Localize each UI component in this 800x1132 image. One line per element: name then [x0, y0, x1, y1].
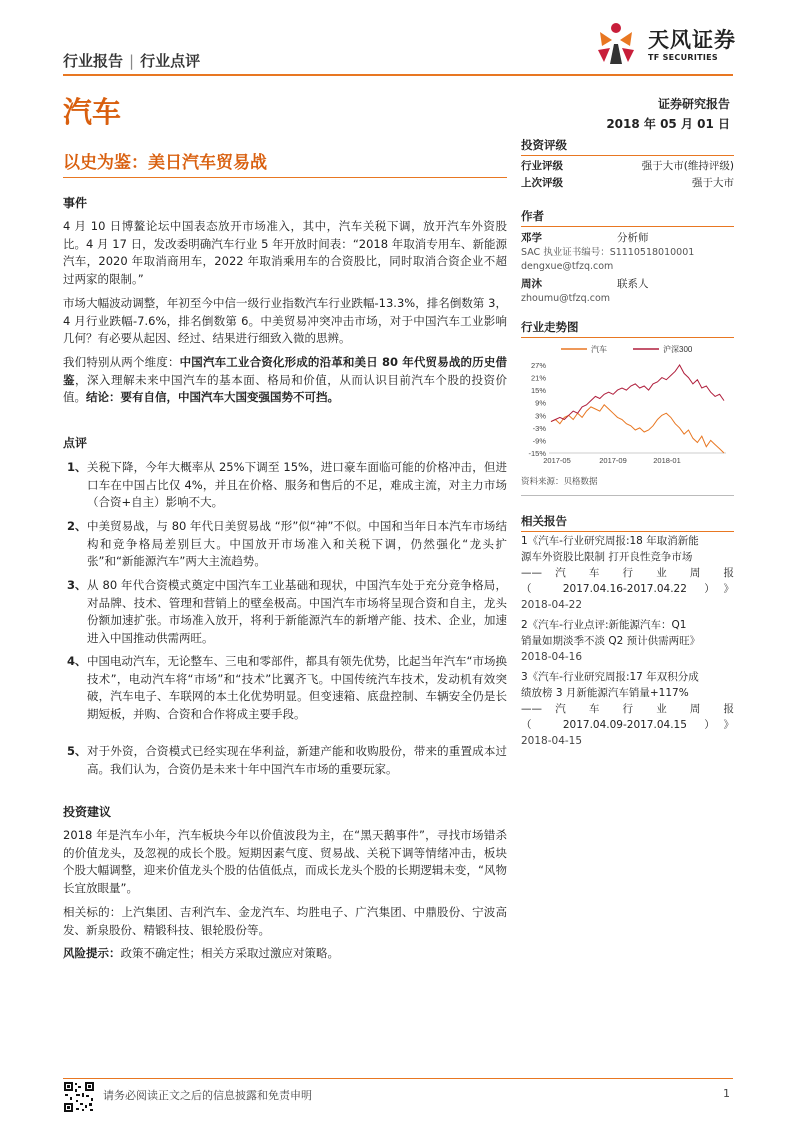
related-item-1[interactable]: [521, 533, 734, 613]
y-tick-label: 27%: [530, 361, 546, 370]
related-item-line: 2《汽车-行业点评:新能源汽车：Q1: [521, 619, 687, 631]
point-text: 中美贸易战，与 80 年代日美贸易战 “形”似“神”不似。中国和当年日本汽车市场结构和竞争格局差别巨大。中国放开市场准入和关税下调，仍然强化“龙头扩张”和“新能源汽车”两大主流趋势。: [87, 519, 507, 568]
sector-title: 汽车: [63, 95, 122, 129]
risk-text: 政策不确定性；相关方采取过激应对策略。: [120, 946, 339, 960]
events-p3-part1: 我们特别从两个维度：: [63, 355, 180, 369]
events-paragraph-3: [63, 354, 507, 407]
point-text: 中国电动汽车，无论整车、三电和零部件，都具有领先优势，比起当年汽车“市场换技术”，电动汽车将“市场”和“技术”比翼齐飞。中国传统汽车技术，发动机有效突破，汽车电子、车联网的本土化优势明显。但变速箱、底盘控制、车辆安全仍是长期短板，并购、合资和合作将成主要手段。: [87, 654, 507, 721]
review-point-2: [63, 518, 507, 571]
y-tick-label: -9%: [532, 436, 546, 446]
trend-bottom-line: [521, 495, 734, 496]
rating-box: [521, 137, 734, 192]
trend-heading: 行业走势图: [521, 319, 734, 338]
risk-label: 风险提示：: [63, 946, 121, 960]
report-type: 证券研究报告: [657, 97, 730, 111]
review-point-3: [63, 577, 507, 647]
author-1-cert: SAC 执业证书编号：S1110518010001: [521, 247, 695, 258]
events-p3-bold2: 结论：要有自信，中国汽车大国变强国势不可挡。: [86, 390, 339, 404]
report-date: 2018 年 05 月 01 日: [606, 117, 730, 131]
header-divider: [63, 74, 733, 76]
prev-rating-row: [521, 175, 734, 192]
subcategory-label: 行业点评: [140, 52, 201, 70]
related-box: [521, 513, 734, 749]
x-tick-label: 2017-09: [599, 456, 627, 465]
point-number: 4、: [67, 654, 87, 668]
prev-rating-label: 上次评级: [521, 177, 563, 189]
series-line: [551, 405, 724, 453]
y-tick-label: 9%: [535, 398, 546, 408]
author-1-email[interactable]: dengxue@tfzq.com: [521, 261, 614, 272]
related-item-line: 3《汽车-行业研究周报:17 年双积分成: [521, 671, 699, 683]
risk-paragraph: [63, 945, 507, 963]
category-separator: |: [129, 52, 135, 70]
related-item-date: 2018-04-22: [521, 599, 583, 611]
authors-heading: 作者: [521, 208, 734, 227]
advice-paragraph-2: 相关标的：上汽集团、吉利汽车、金龙汽车、均胜电子、广汽集团、中鼎股份、宁波高发、新泉股份、精锻科技、银轮股份等。: [63, 905, 507, 937]
point-text: 对于外资，合资模式已经实现在华利益，新建产能和收购股份，带来的重置成本过高。我们认为，合资仍是未来十年中国汽车市场的重要玩家。: [87, 744, 507, 776]
author-1-name: 邓学: [521, 232, 542, 244]
logo-mark-icon: [588, 18, 644, 70]
trend-chart: [521, 341, 734, 471]
footer-divider: [63, 1078, 733, 1079]
related-item-line: —— 汽 车 行 业 周 报: [521, 567, 734, 579]
review-point-1: [63, 459, 507, 512]
legend-label: 汽车: [591, 345, 607, 354]
x-tick-label: 2018-01: [653, 456, 681, 465]
events-p3-part2: ，深入理解未来中国汽车的基本面、格局和价值，从而认识目前汽车个股的投资价值。: [63, 372, 507, 404]
y-tick-label: -15%: [528, 449, 546, 458]
author-1-row: [521, 231, 734, 246]
point-number: 2、: [67, 519, 87, 533]
footer-disclaimer[interactable]: 请务必阅读正文之后的信息披露和免责申明: [103, 1089, 312, 1102]
author-1-role: 分析师: [617, 232, 649, 244]
related-item-line: —— 汽 车 行 业 周 报: [521, 703, 734, 715]
logo-name: 天风证券: [648, 28, 736, 52]
report-category: [63, 50, 200, 71]
category-label: 行业报告: [63, 52, 124, 70]
related-item-date: 2018-04-16: [521, 651, 583, 663]
point-number: 3、: [67, 578, 87, 592]
review-heading: 点评: [63, 436, 88, 450]
qr-code-icon: [63, 1081, 95, 1113]
report-title: 以史为鉴：美日汽车贸易战: [63, 153, 267, 173]
point-text: 从 80 年代合资模式奠定中国汽车工业基础和现状，中国汽车处于充分竞争格局，对品牌、技术、管理和营销上的壁垒极高。中国汽车市场将呈现合资和自主，龙头份额加速扩张。市场准入放开，将利于新能源汽车的新增产能、技术、企业，加速进入中国推动供需两旺。: [87, 578, 507, 645]
related-item-line: 1《汽车-行业研究周报:18 年取消新能: [521, 535, 699, 547]
related-item-date: 2018-04-15: [521, 735, 583, 747]
advice-heading: 投资建议: [63, 805, 112, 819]
related-item-line: （ 2017.04.09-2017.04.15 ）》: [521, 719, 734, 731]
y-tick-label: 15%: [530, 386, 546, 396]
author-2-email[interactable]: zhoumu@tfzq.com: [521, 293, 611, 304]
industry-rating-label: 行业评级: [521, 160, 563, 172]
title-divider: [63, 177, 507, 178]
events-heading: 事件: [63, 196, 88, 210]
events-paragraph-2: 市场大幅波动调整，年初至今中信一级行业指数汽车行业跌幅-13.3%，排名倒数第 3，4 月行业跌幅-7.6%，排名倒数第 6。中美贸易冲突冲击市场，对于中国汽车工业影响几何？有必要从起因、经过、结果进行细致入微的思辨。: [63, 296, 507, 345]
related-item-3[interactable]: [521, 669, 734, 749]
related-item-line: 销量如期淡季不淡 Q2 预计供需两旺》: [521, 635, 701, 647]
related-item-line: 源车外资股比限制 打开良性竞争市场: [521, 551, 693, 563]
review-point-4: [63, 653, 507, 723]
point-number: 1、: [67, 460, 87, 474]
y-tick-label: 21%: [530, 373, 546, 383]
review-point-5: [63, 743, 507, 778]
advice-paragraph-1: 2018 年是汽车小年，汽车板块今年以价值波段为主，在“黑天鹅事件”，寻找市场错杀的价值龙头，及忽视的成长个股。短期因素气度、贸易战、关税下调等情绪冲击，板块个股大幅调整，迎来价值龙头个股的估值低点，而成长龙头个股的长期逻辑未变，“风物长宜放眼量”。: [63, 828, 507, 895]
company-logo: [588, 18, 738, 70]
point-text: 关税下降，今年大概率从 25%下调至 15%，进口豪车面临可能的价格冲击，但进口车在中国占比仅 4%，并且在价格、服务和售后的不足，难成主流，对主力市场（合资+自主）影响不大。: [87, 460, 507, 509]
series-line: [551, 365, 724, 422]
prev-rating-value: 强于大市: [692, 177, 734, 189]
y-tick-label: -3%: [532, 423, 546, 433]
page-number: 1: [723, 1087, 730, 1100]
legend-label: 沪深300: [663, 345, 693, 354]
related-item-line: （ 2017.04.16-2017.04.22 ）》: [521, 583, 734, 595]
author-2-row: [521, 277, 734, 292]
point-number: 5、: [67, 744, 87, 758]
events-p3-bold1: 中国汽车工业合资化形成的沿革和美日 80 年代贸易战的历史借鉴: [63, 355, 507, 387]
authors-box: [521, 208, 734, 306]
related-item-2[interactable]: [521, 617, 734, 665]
rating-heading: 投资评级: [521, 137, 734, 156]
related-heading: 相关报告: [521, 513, 734, 532]
related-item-line: 绩放榜 3 月新能源汽车销量+117%: [521, 687, 689, 699]
y-tick-label: 3%: [535, 411, 546, 421]
author-2-name: 周沐: [521, 278, 542, 290]
industry-rating-value: 强于大市(维持评级): [641, 160, 734, 172]
industry-rating-row: [521, 158, 734, 175]
author-2-role: 联系人: [617, 278, 649, 290]
events-paragraph-1: 4 月 10 日博鳌论坛中国表态放开市场准入，其中，汽车关税下调，放开汽车外资股比。4 月 17 日，发改委明确汽车行业 5 年开放时间表：“2018 年取消专用车、新能源汽车，2020 年取消商用车，2022 年取消乘用车的合资股比，同时取消合资企业不超过两家的限制。”: [63, 219, 507, 286]
logo-subtitle: TF SECURITIES: [648, 53, 718, 62]
trend-box: [521, 319, 734, 496]
x-tick-label: 2017-05: [543, 456, 571, 465]
trend-source: 资料来源：贝格数据: [521, 477, 598, 487]
